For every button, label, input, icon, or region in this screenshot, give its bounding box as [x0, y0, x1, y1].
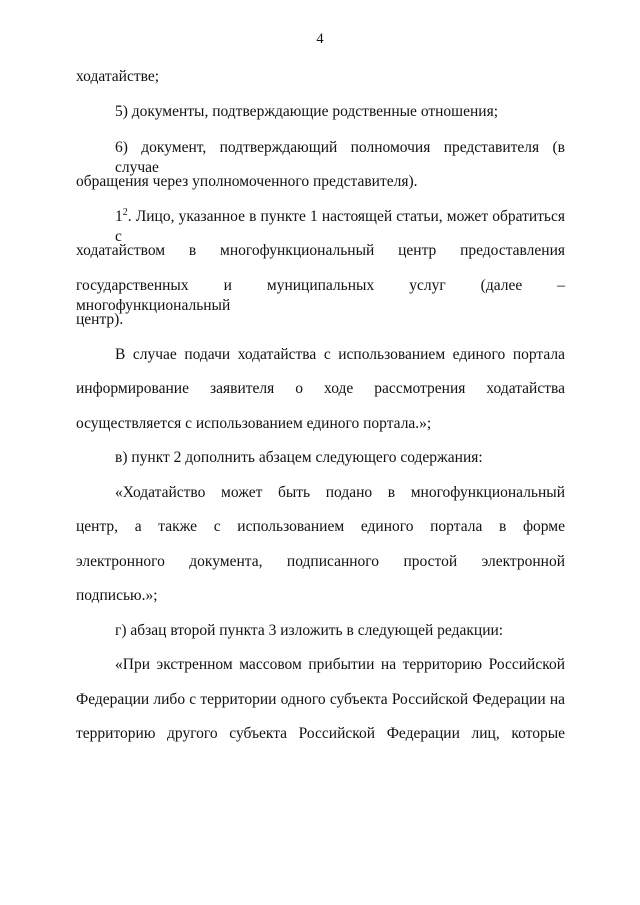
text-line-12: в) пункт 2 дополнить абзацем следующего содержания: [115, 449, 483, 466]
text-line-14: центр, а также с использованием единого портала в форме [76, 518, 565, 535]
clause-number: 1 [115, 208, 123, 225]
text-line-3: 6) документ, подтверждающий полномочия представителя (в случае [115, 139, 565, 176]
page-number: 4 [316, 31, 324, 47]
text-line-9: В случае подачи ходатайства с использованием единого портала [115, 346, 565, 363]
text-line-2: 5) документы, подтверждающие родственные отношения; [115, 103, 499, 120]
clause-superscript: 2 [122, 207, 128, 218]
text-line-7: государственных и муниципальных услуг (далее – многофункциональный [76, 277, 565, 314]
text-line-10: информирование заявителя о ходе рассмотрения ходатайства [76, 380, 565, 397]
text-line-13: «Ходатайство может быть подано в многофункциональный [115, 484, 565, 501]
text-line-6: ходатайством в многофункциональный центр предоставления [76, 242, 565, 259]
text-line-15: электронного документа, подписанного простой электронной [76, 553, 565, 570]
text-line-8: центр). [76, 311, 124, 328]
clause-text: . Лицо, указанное в пункте 1 настоящей статьи, может обратиться с [115, 208, 565, 245]
text-line-17: г) абзац второй пункта 3 изложить в следующей редакции: [115, 622, 504, 639]
text-line-19: Федерации либо с территории одного субъекта Российской Федерации на [76, 691, 565, 708]
text-line-4: обращения через уполномоченного представителя). [76, 173, 418, 190]
text-line-18: «При экстренном массовом прибытии на территорию Российской [115, 656, 565, 673]
text-line-16: подписью.»; [76, 587, 158, 604]
text-line-1: ходатайстве; [76, 68, 160, 85]
text-line-11: осуществляется с использованием единого портала.»; [76, 415, 432, 432]
text-line-20: территорию другого субъекта Российской Федерации лиц, которые [76, 725, 565, 742]
